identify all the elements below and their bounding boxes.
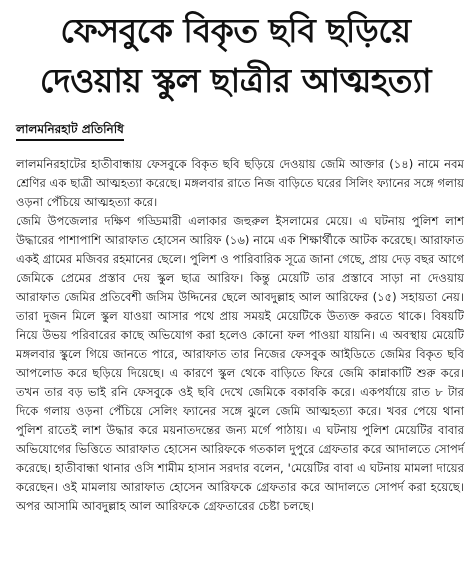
byline: লালমনিরহাট প্রতিনিধি [16,120,124,141]
paragraph-1: লালমনিরহাটের হাতীবান্ধায় ফেসবুকে বিকৃত ছবি ছড়িয়ে দেওয়ায় জেমি আক্তার (১৪) নামে নবম শ্রেণির এক ছাত্রী আত্মহত্যা করেছে। মঙ্গলবার রাতে নিজ বাড়িতে ঘরের সিলিং ফ্যানের সঙ্গে গলায় ওড়না পেঁচিয়ে আত্মহত্যা করে। [16,157,464,209]
headline-line-1: ফেসবুকে বিকৃত ছবি ছড়িয়ে [60,11,411,50]
article-body [16,155,464,516]
paragraph-2: জেমি উপজেলার দক্ষিণ গড্ডিমারী এলাকার জহুরুল ইসলামের মেয়ে। এ ঘটনায় পুলিশ লাশ উদ্ধারের পাশাপাশি আরাফাত হোসেন আরিফ (১৬) নামে এক শিক্ষার্থীকে আটক করেছে। আরাফাত একই গ্রামের মজিবর রহমানের ছেলে। পুলিশ ও পারিবারিক সূত্রে জানা গেছে, প্রায় দেড় বছর আগে জেমিকে প্রেমের প্রস্তাব দেয় স্কুল ছাত্র আরিফ। কিন্তু মেয়েটি তার প্রস্তাবে সাড়া না দেওয়ায় আরাফাত জেমির প্রতিবেশী জসিম উদ্দিনের ছেলে আবদুল্লাহ আল আরিফের (১৫) সহায়তা নেয়। তারা দুজন মিলে স্কুল যাওয়া আসার পথে প্রায় সময়ই মেয়েটিকে উত্যক্ত করতে থাকে। বিষয়টি নিয়ে উভয় পরিবারের কাছে অভিযোগ করা হলেও কোনো ফল পাওয়া যায়নি। এ অবস্থায় মেয়েটি মঙ্গলবার স্কুলে গিয়ে জানতে পারে, আরাফাত তার নিজের ফেসবুক আইডিতে জেমির বিকৃত ছবি আপলোড করে ছড়িয়ে দিয়েছে। এ কারণে স্কুল থেকে বাড়িতে ফিরে জেমি কান্নাকাটি শুরু করে। তখন তার বড় ভাই রনি ফেসবুকে ওই ছবি দেখে জেমিকে বকাবকি করে। একপর্যায়ে রাত ৮ টার দিকে গলায় ওড়না পেঁচিয়ে সেলিং ফ্যানের সঙ্গে ঝুলে জেমি আত্মহত্যা করে। খবর পেয়ে থানা পুলিশ রাতেই লাশ উদ্ধার করে ময়নাতদন্তের জন্য মর্গে পাঠায়। এ ঘটনায় পুলিশ মেয়েটির বাবার অভিযোগের ভিত্তিতে আরাফাত হোসেন আরিফকে গতকাল দুপুরে গ্রেফতার করে আদালতে সোপর্দ করেছে। হাতীবান্ধা থানার ওসি শামীম হাসান সরদার বলেন, 'মেয়েটির বাবা এ ঘটনায় মামলা দায়ের করেছেন। ওই মামলায় আরাফাত হোসেন আরিফকে গ্রেফতার করে আদালতে সোপর্দ করা হয়েছে। অপর আসামি আবদুল্লাহ আল আরিফকে গ্রেফতারের চেষ্টা চলছে। [16,214,464,513]
headline-line-2: দেওয়ায় স্কুল ছাত্রীর আত্মহত্যা [39,61,432,100]
